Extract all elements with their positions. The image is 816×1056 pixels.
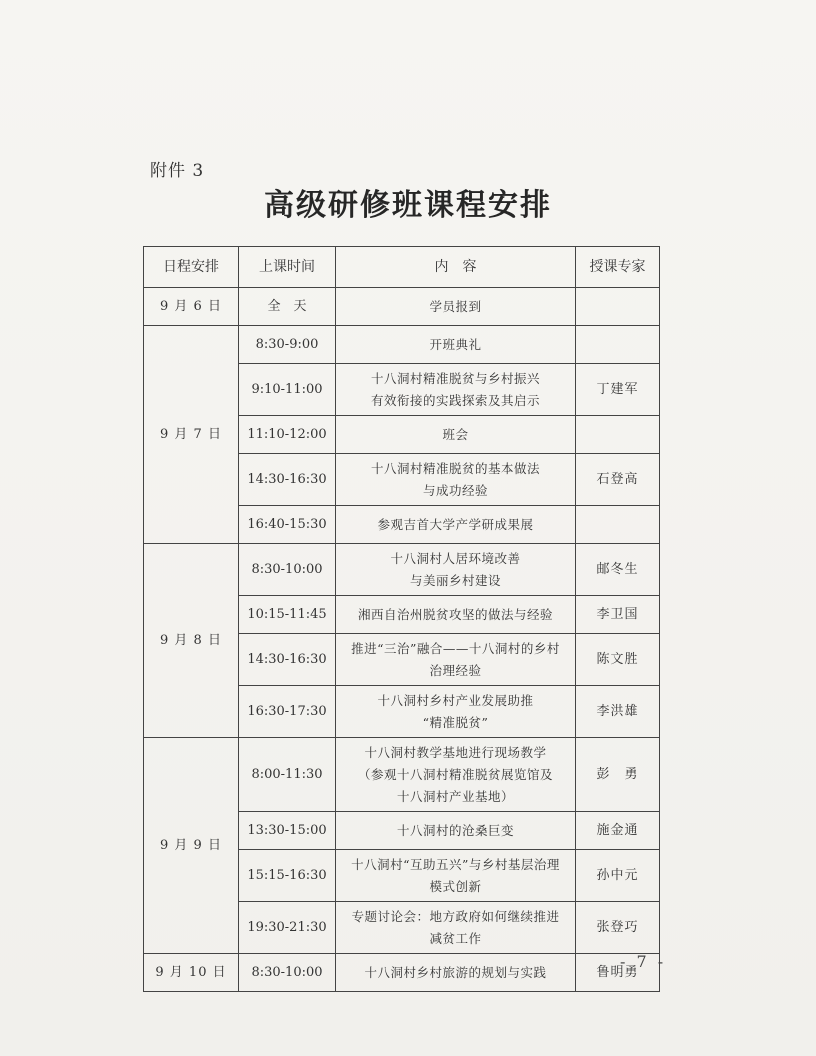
header-expert: 授课专家 <box>576 247 660 288</box>
session-content-line: （参观十八洞村精准脱贫展览馆及 <box>357 766 553 782</box>
session-content-line: 十八洞村乡村旅游的规划与实践 <box>364 964 547 980</box>
session-expert: 彭 勇 <box>576 738 660 812</box>
session-content <box>336 326 576 364</box>
session-time: 15:15-16:30 <box>239 850 336 902</box>
session-content-line: 治理经验 <box>429 662 482 678</box>
session-content-line: 十八洞村乡村产业发展助推 <box>377 692 534 708</box>
schedule-body <box>144 288 660 992</box>
session-content-line: 班会 <box>442 426 469 442</box>
session-content <box>336 738 576 812</box>
attachment-label: 附件 3 <box>150 161 205 181</box>
session-content <box>336 902 576 954</box>
session-time: 8:00-11:30 <box>239 738 336 812</box>
header-time: 上课时间 <box>239 247 336 288</box>
session-content-line: 减贫工作 <box>429 930 482 946</box>
session-content-line: 学员报到 <box>429 298 482 314</box>
session-content-line: 湘西自治州脱贫攻坚的做法与经验 <box>357 606 553 622</box>
session-expert <box>576 416 660 454</box>
schedule-date: 9 月 7 日 <box>144 326 239 544</box>
session-content <box>336 634 576 686</box>
session-content <box>336 454 576 506</box>
session-content-line: 与成功经验 <box>422 482 488 498</box>
session-content-line: 十八洞村人居环境改善 <box>390 550 521 566</box>
session-expert: 鲁明勇 <box>576 954 660 992</box>
session-time: 16:40-15:30 <box>239 506 336 544</box>
session-time: 10:15-11:45 <box>239 596 336 634</box>
page-title: 高级研修班课程安排 <box>264 188 552 223</box>
session-content <box>336 850 576 902</box>
session-expert: 陈文胜 <box>576 634 660 686</box>
table-row <box>144 326 660 364</box>
session-expert <box>576 326 660 364</box>
session-content <box>336 364 576 416</box>
table-row <box>144 954 660 992</box>
session-time: 19:30-21:30 <box>239 902 336 954</box>
session-time: 9:10-11:00 <box>239 364 336 416</box>
session-content-line: 十八洞村教学基地进行现场教学 <box>364 744 547 760</box>
session-time: 11:10-12:00 <box>239 416 336 454</box>
session-time: 8:30-10:00 <box>239 544 336 596</box>
session-content-line: 开班典礼 <box>429 336 482 352</box>
session-expert: 李洪雄 <box>576 686 660 738</box>
session-time: 8:30-9:00 <box>239 326 336 364</box>
session-expert: 孙中元 <box>576 850 660 902</box>
session-content <box>336 506 576 544</box>
session-expert <box>576 288 660 326</box>
session-content-line: 与美丽乡村建设 <box>409 572 501 588</box>
session-content <box>336 954 576 992</box>
session-expert <box>576 506 660 544</box>
session-content-line: 参观吉首大学产学研成果展 <box>377 516 534 532</box>
session-content-line: 十八洞村精准脱贫与乡村振兴 <box>370 370 540 386</box>
session-content <box>336 686 576 738</box>
session-content-line: 模式创新 <box>429 878 482 894</box>
session-content-line: 十八洞村产业基地） <box>396 788 514 804</box>
session-content-line: “精准脱贫” <box>422 714 489 730</box>
session-time: 13:30-15:00 <box>239 812 336 850</box>
table-header-row <box>144 247 660 288</box>
schedule-date: 9 月 10 日 <box>144 954 239 992</box>
session-time: 14:30-16:30 <box>239 454 336 506</box>
header-content: 内 容 <box>336 247 576 288</box>
session-content <box>336 544 576 596</box>
session-content <box>336 416 576 454</box>
session-content-line: 十八洞村“互助五兴”与乡村基层治理 <box>351 856 560 872</box>
session-content <box>336 812 576 850</box>
session-content-line: 推进“三治”融合——十八洞村的乡村 <box>351 640 560 656</box>
schedule-date: 9 月 6 日 <box>144 288 239 326</box>
schedule-table <box>143 246 660 992</box>
session-content <box>336 596 576 634</box>
session-time: 全 天 <box>239 288 336 326</box>
session-time: 14:30-16:30 <box>239 634 336 686</box>
session-content-line: 有效衔接的实践探索及其启示 <box>370 392 540 408</box>
session-time: 8:30-10:00 <box>239 954 336 992</box>
session-expert: 李卫国 <box>576 596 660 634</box>
session-expert: 邮冬生 <box>576 544 660 596</box>
table-row <box>144 288 660 326</box>
session-content-line: 十八洞村的沧桑巨变 <box>396 822 514 838</box>
session-expert: 石登高 <box>576 454 660 506</box>
schedule-date: 9 月 8 日 <box>144 544 239 738</box>
page-number: - 7 - <box>620 952 667 971</box>
header-date: 日程安排 <box>144 247 239 288</box>
session-expert: 张登巧 <box>576 902 660 954</box>
table-row <box>144 738 660 812</box>
session-expert: 丁建军 <box>576 364 660 416</box>
session-expert: 施金通 <box>576 812 660 850</box>
schedule-date: 9 月 9 日 <box>144 738 239 954</box>
session-time: 16:30-17:30 <box>239 686 336 738</box>
session-content-line: 十八洞村精准脱贫的基本做法 <box>370 460 540 476</box>
session-content-line: 专题讨论会：地方政府如何继续推进 <box>351 908 560 924</box>
table-row <box>144 544 660 596</box>
session-content <box>336 288 576 326</box>
